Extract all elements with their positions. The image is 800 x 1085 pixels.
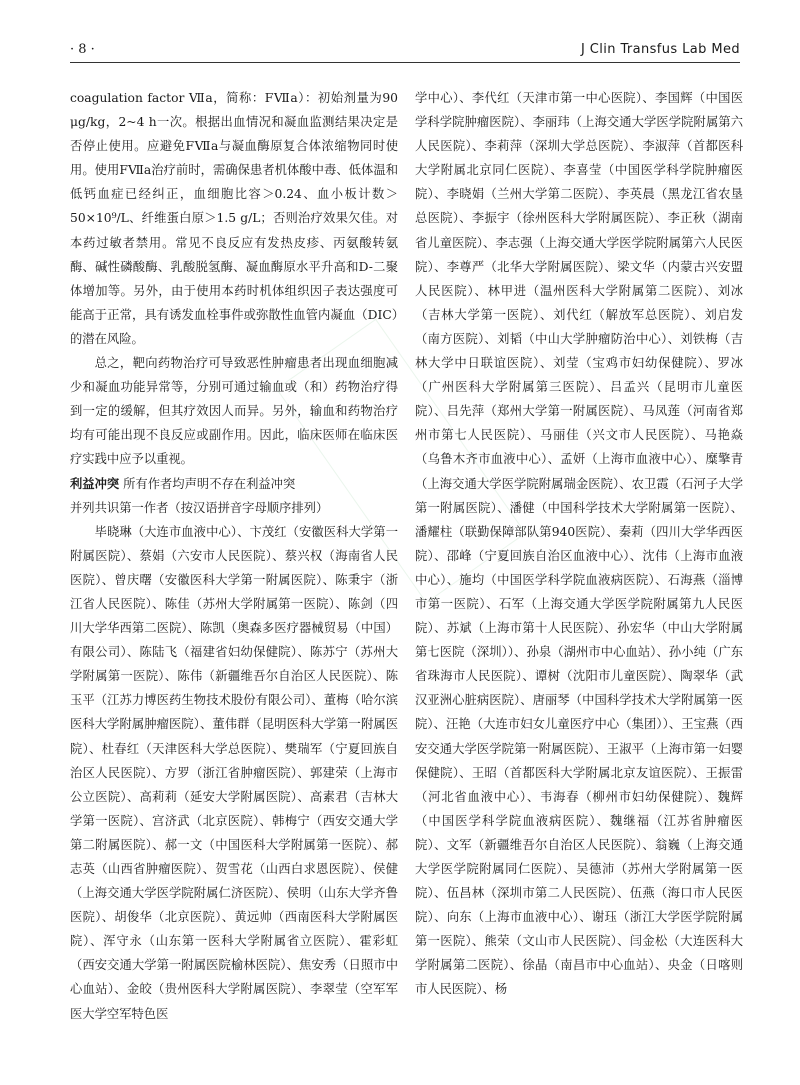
- right-column: [415, 86, 743, 1002]
- authors-list-continued: 学中心）、李代红（天津市第一中心医院）、李国辉（中国医学科学院肿瘤医院）、李丽玮（上海交通大学医学院附属第六人民医院）、李莉萍（深圳大学总医院）、李淑萍（首都医科大学附属北京同仁医院）、李喜莹（中国医学科学院肿瘤医院）、李晓娟（兰州大学第二医院）、李英晨（黑龙江省农垦总医院）、李振宇（徐州医科大学附属医院）、李正秋（湖南省儿童医院）、李志强（上海交通大学医学院附属第六人民医院）、李尊严（北华大学附属医院）、梁文华（内蒙古兴安盟人民医院）、林甲进（温州医科大学附属第二医院）、刘冰（吉林大学第一医院）、刘代红（解放军总医院）、刘启发（南方医院）、刘韬（中山大学肿瘤防治中心）、刘铁梅（吉林大学中日联谊医院）、刘莹（宝鸡市妇幼保健院）、罗冰（广州医科大学附属第三医院）、吕孟兴（昆明市儿童医院）、吕先萍（郑州大学第一附属医院）、马凤莲（河南省郑州市第七人民医院）、马丽佳（兴文市人民医院）、马艳焱（乌鲁木齐市血液中心）、孟妍（上海市血液中心）、糜擎青（上海交通大学医学院附属瑞金医院）、农卫霞（石河子大学第一附属医院）、潘健（中国科学技术大学附属第一医院）、潘耀柱（联勤保障部队第940医院）、秦莉（四川大学华西医院）、邵峰（宁夏回族自治区血液中心）、沈伟（上海市血液中心）、施均（中国医学科学院血液病医院）、石海燕（淄博市第一医院）、石军（上海交通大学医学院附属第九人民医院）、苏斌（上海市第十人民医院）、孙宏华（中山大学附属第七医院（深圳））、孙泉（湖州市中心血站）、孙小纯（广东省珠海市人民医院）、谭树（沈阳市儿童医院）、陶翠华（武汉亚洲心脏病医院）、唐丽琴（中国科学技术大学附属第一医院）、汪艳（大连市妇女儿童医疗中心（集团））、王宝燕（西安交通大学医学院第一附属医院）、王淑平（上海市第一妇婴保健院）、王昭（首都医科大学附属北京友谊医院）、王振雷（河北省血液中心）、韦海春（柳州市妇幼保健院）、魏辉（中国医学科学院血液病医院）、魏继福（江苏省肿瘤医院）、文军（新疆维吾尔自治区人民医院）、翁巍（上海交通大学医学院附属同仁医院）、吴德沛（苏州大学附属第一医院）、伍昌林（深圳市第二人民医院）、伍燕（海口市人民医院）、向东（上海市血液中心）、谢珏（浙江大学医学院附属第一医院）、熊荣（文山市人民医院）、闫金松（大连医科大学附属第二医院）、徐晶（南昌市中心血站）、央金（日喀则市人民医院）、杨: [415, 91, 743, 997]
- body-paragraph: coagulation factor Ⅶa，简称：FⅦa）：初始剂量为90 μg/kg，2~4 h一次。根据出血情况和凝血监测结果决定是否停止使用。应避免FⅦa与凝血酶原复合体浓缩物同时使用。使用FⅦa治疗前时，需确保患者机体酸中毒、低体温和低钙血症已经纠正，血细胞比容＞0.24、血小板计数＞50×10⁹/L、纤维蛋白原＞1.5 g/L；否则治疗效果欠佳。对本药过敏者禁用。常见不良反应有发热皮疹、丙氨酸转氨酶、碱性磷酸酶、乳酸脱氢酶、凝血酶原水平升高和D-二聚体增加等。另外，由于使用本药时机体组织因子表达强度可能高于正常，具有诱发血栓事件或弥散性血管内凝血（DIC）的潜在风险。: [70, 91, 398, 346]
- journal-title: J Clin Transfus Lab Med: [581, 42, 740, 57]
- authors-list: 毕晓琳（大连市血液中心）、卞茂红（安徽医科大学第一附属医院）、蔡娟（六安市人民医院）、蔡兴权（海南省人民医院）、曾庆曙（安徽医科大学第一附属医院）、陈秉宇（浙江省人民医院）、陈佳（苏州大学附属第一医院）、陈剑（四川大学华西第二医院）、陈凯（奥森多医疗器械贸易（中国）有限公司）、陈陆飞（福建省妇幼保健院）、陈苏宁（苏州大学附属第一医院）、陈伟（新疆维吾尔自治区人民医院）、陈玉平（江苏力博医药生物技术股份有限公司）、董梅（哈尔滨医科大学附属肿瘤医院）、董伟群（昆明医科大学第一附属医院）、杜春红（天津医科大学总医院）、樊瑞军（宁夏回族自治区人民医院）、方罗（浙江省肿瘤医院）、郭建荣（上海市公立医院）、高莉莉（延安大学附属医院）、高素君（吉林大学第一医院）、宫济武（北京医院）、韩梅宁（西安交通大学第二附属医院）、郝一文（中国医科大学附属第一医院）、郝志英（山西省肿瘤医院）、贺雪花（山西白求恩医院）、侯健（上海交通大学医学院附属仁济医院）、侯明（山东大学齐鲁医院）、胡俊华（北京医院）、黄远帅（西南医科大学附属医院）、浑守永（山东第一医科大学附属省立医院）、霍彩虹（西安交通大学第一附属医院榆林医院）、焦安秀（日照市中心血站）、金皎（贵州医科大学附属医院）、李翠莹（空军军医大学空军特色医: [70, 524, 398, 1021]
- left-column: [70, 86, 398, 1026]
- conflict-of-interest: [70, 472, 398, 496]
- authors-heading: 并列共识第一作者（按汉语拼音字母顺序排列）: [70, 500, 329, 515]
- page-header: [70, 40, 740, 63]
- body-paragraph: 总之，靶向药物治疗可导致恶性肿瘤患者出现血细胞减少和凝血功能异常等，分别可通过输血或（和）药物治疗得到一定的缓解，但其疗效因人而异。另外，输血和药物治疗均有可能出现不良反应或副作用。因此，临床医师在临床医疗实践中应予以重视。: [70, 356, 398, 467]
- coi-text: 所有作者均声明不存在利益冲突: [119, 476, 296, 491]
- coi-label: 利益冲突: [70, 476, 120, 491]
- page-number: · 8 ·: [70, 42, 95, 57]
